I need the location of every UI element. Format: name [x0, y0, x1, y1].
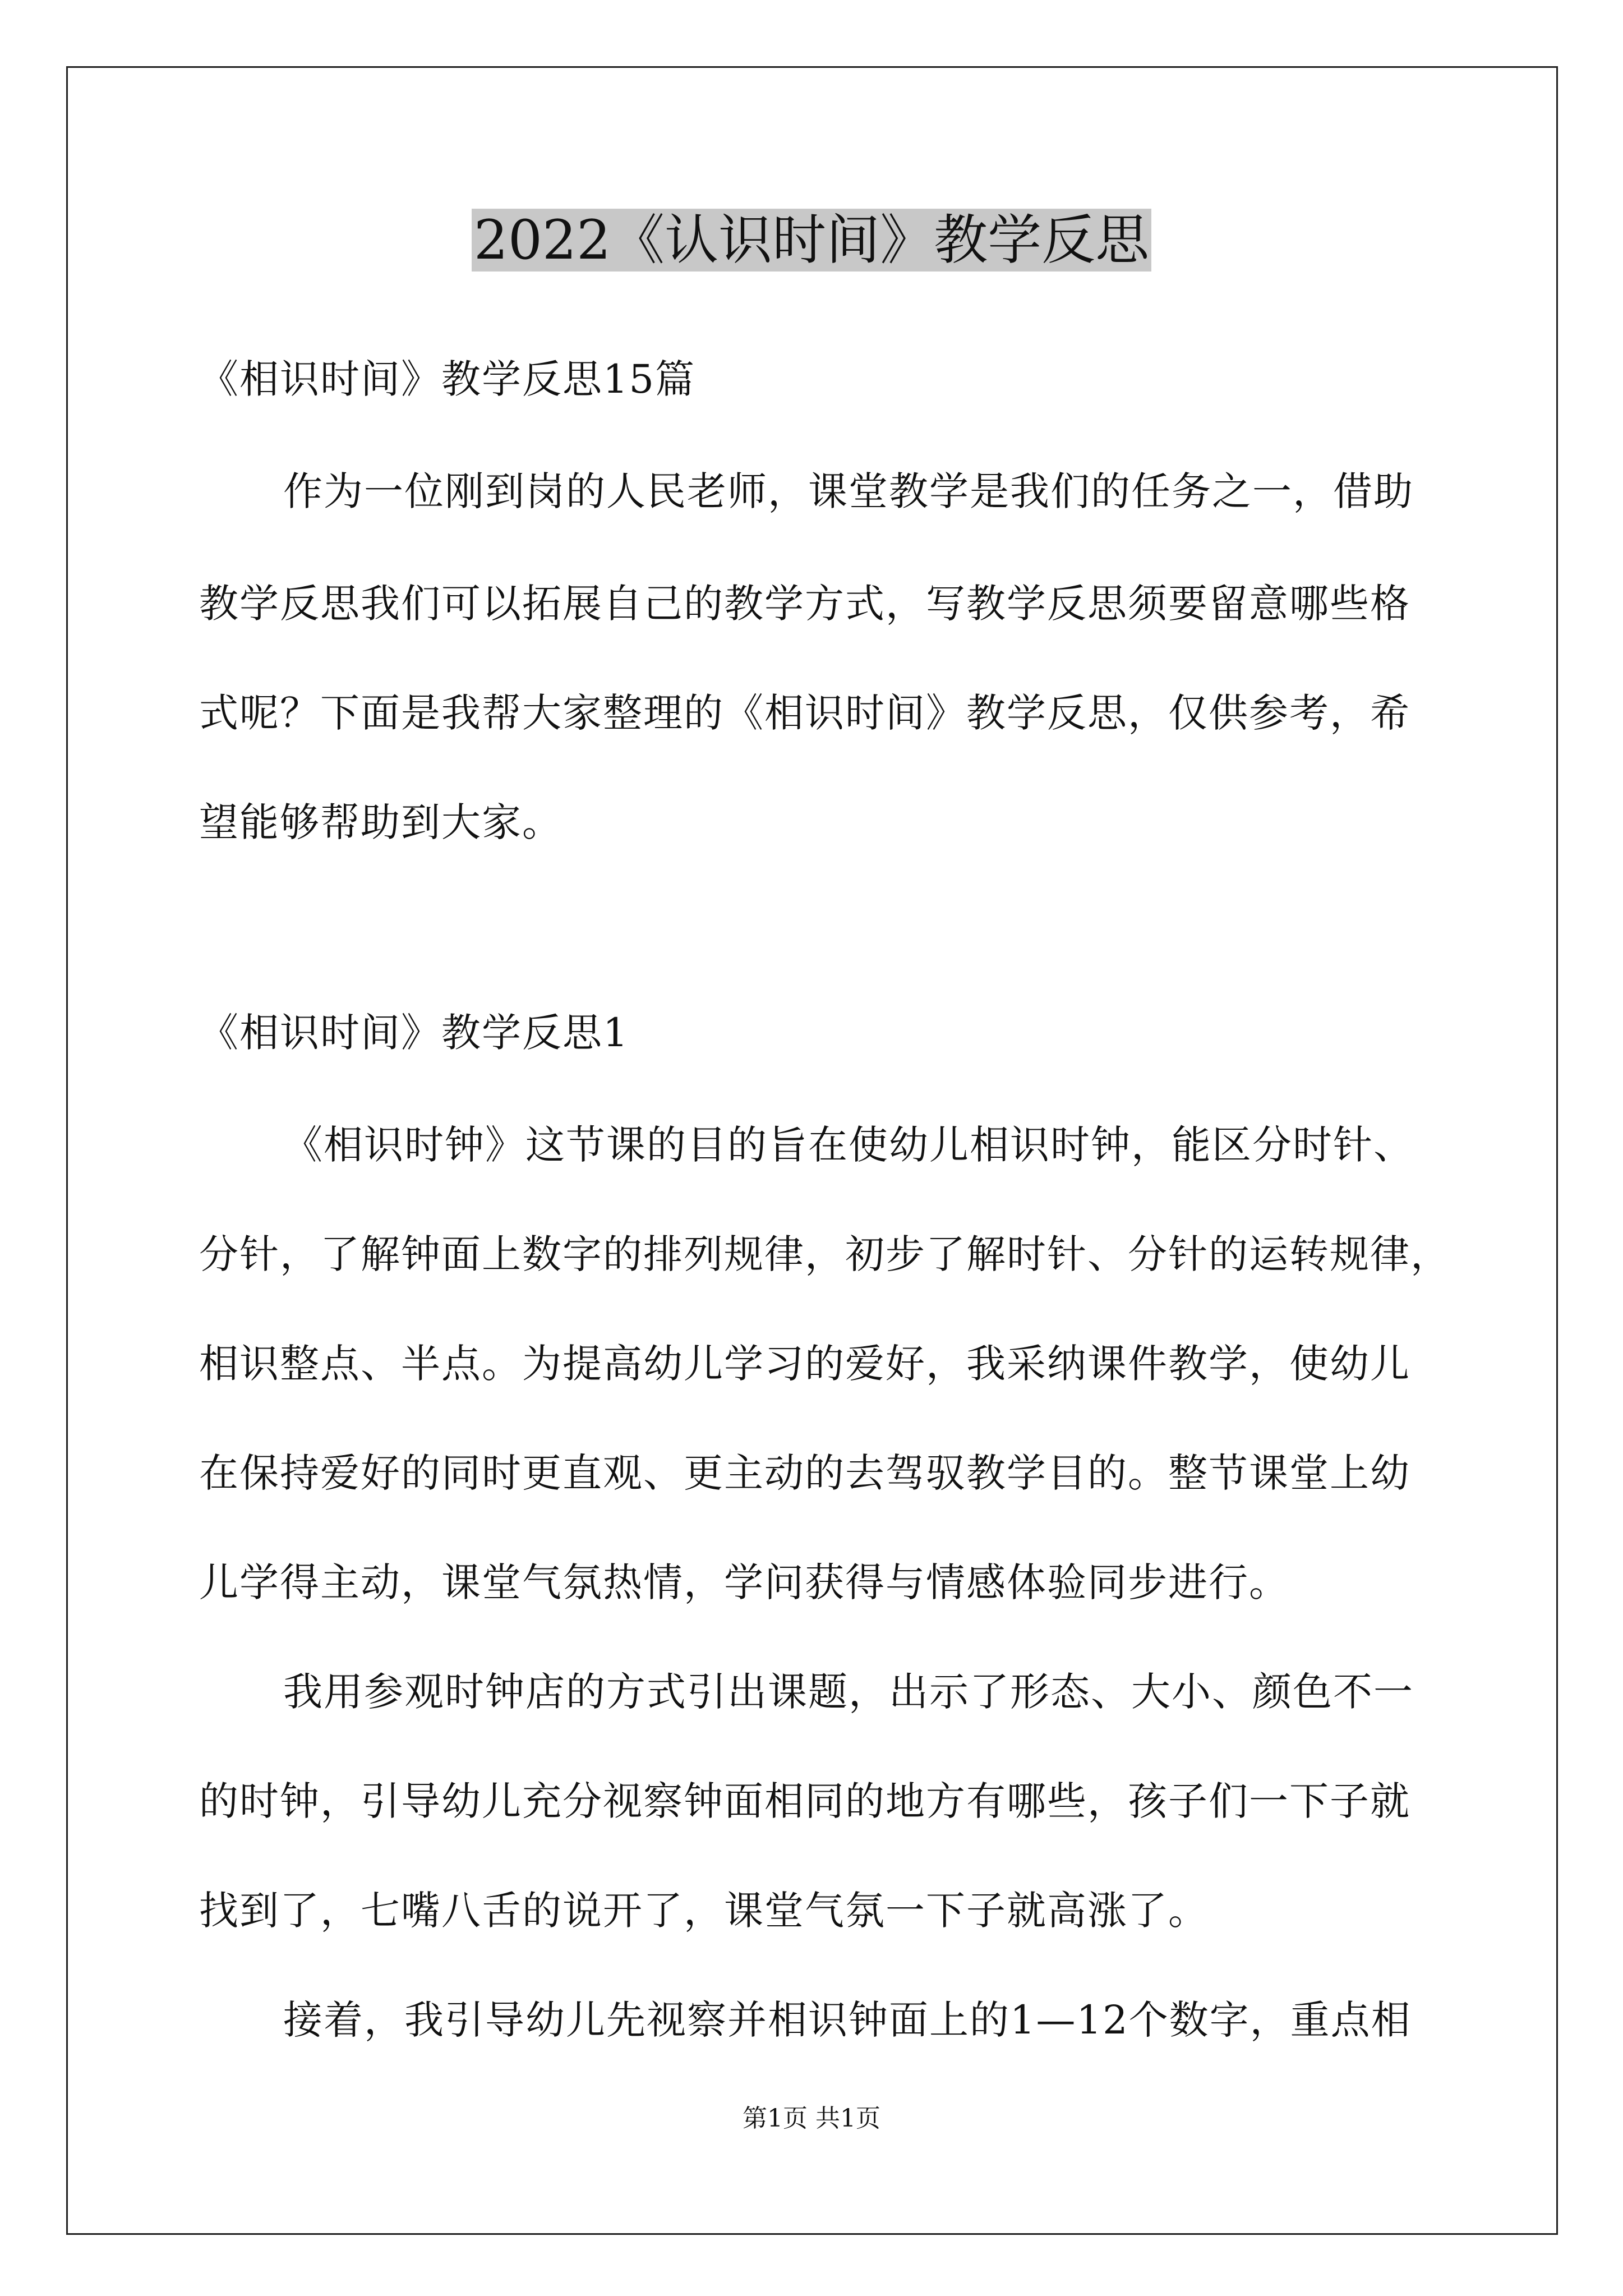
section-heading: 《相识时间》教学反思1	[199, 1010, 629, 1056]
para2-line-3: 找到了，七嘴八舌的说开了，课堂气氛一下子就高涨了。	[199, 1888, 1209, 1934]
para1-line-2: 分针，了解钟面上数字的排列规律，初步了解时针、分针的运转规律，	[199, 1231, 1451, 1277]
para2-line-1: 我用参观时钟店的方式引出课题，出示了形态、大小、颜色不一	[283, 1669, 1414, 1715]
intro-line-4: 望能够帮助到大家。	[199, 799, 562, 845]
intro-line-3: 式呢？下面是我帮大家整理的《相识时间》教学反思，仅供参考，希	[199, 690, 1410, 736]
intro-line-1: 作为一位刚到岗的人民老师，课堂教学是我们的任务之一，借助	[283, 468, 1414, 514]
para1-line-5: 儿学得主动，课堂气氛热情，学问获得与情感体验同步进行。	[199, 1559, 1289, 1605]
para3-line-1: 接着，我引导幼儿先视察并相识钟面上的1—12个数字，重点相	[283, 1997, 1412, 2043]
document-title-text: 2022《认识时间》教学反思	[472, 209, 1151, 272]
para2-line-2: 的时钟，引导幼儿充分视察钟面相同的地方有哪些，孩子们一下子就	[199, 1778, 1410, 1824]
subtitle: 《相识时间》教学反思15篇	[199, 356, 696, 402]
intro-line-2: 教学反思我们可以拓展自己的教学方式，写教学反思须要留意哪些格	[199, 581, 1410, 627]
para1-line-3: 相识整点、半点。为提高幼儿学习的爱好，我采纳课件教学，使幼儿	[199, 1341, 1410, 1387]
para1-line-4: 在保持爱好的同时更直观、更主动的去驾驭教学目的。整节课堂上幼	[199, 1450, 1410, 1496]
para1-line-1: 《相识时钟》这节课的目的旨在使幼儿相识时钟，能区分时针、	[283, 1122, 1414, 1168]
page-footer: 第1页 共1页	[743, 2104, 880, 2133]
document-title	[0, 203, 1623, 277]
